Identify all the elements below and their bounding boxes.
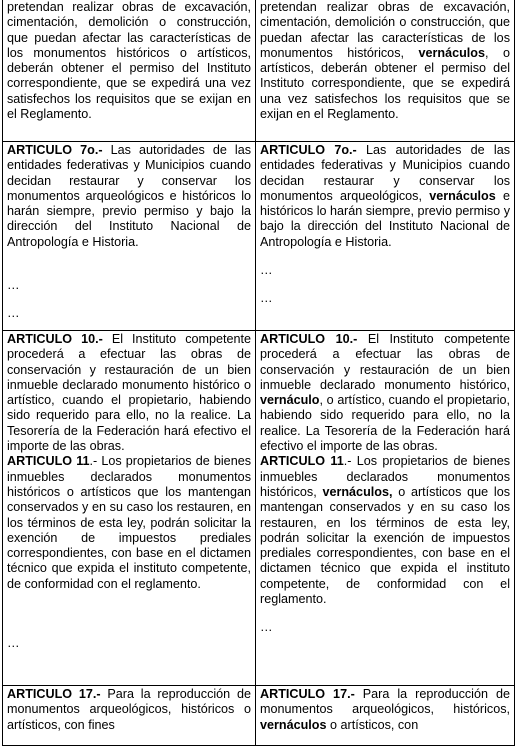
text-run: Para la reproducción de monumentos arqueológicos, históricos o artísticos, con fines (7, 687, 251, 732)
ellipsis: … (260, 620, 273, 635)
text-run: El Instituto competente procederá a efectuar las obras de conservación y restauración de un bien inmueble declarado monumento histórico, (260, 332, 510, 392)
right-cell (256, 331, 515, 686)
left-cell (3, 686, 256, 746)
bold-text-run: vernáculos, (322, 484, 393, 499)
ellipsis: … (7, 636, 20, 651)
text-run: .- Los propietarios de bienes inmuebles declarados monumentos históricos o artísticos que los mantengan conservados y en su caso los restauren, en los términos de esta ley, podrán solicitar la exención de impuestos prediales correspondientes, con base en el dictamen técnico que expida el instituto competente, de conformidad con el reglamento. (7, 454, 251, 591)
bold-text-run: vernáculos (260, 717, 327, 732)
bold-text-run: vernáculo (260, 393, 320, 408)
right-cell (256, 686, 515, 746)
article-paragraph (7, 332, 251, 454)
bold-text-run: ARTICULO 17.- (7, 687, 101, 701)
left-cell (3, 0, 256, 142)
article-paragraph (260, 687, 510, 733)
text-run: e históricos lo harán siempre, previo permiso y bajo la dirección del Instituto Nacional de Antropología e Historia. (260, 188, 510, 249)
bold-text-run: vernáculos (418, 45, 485, 60)
text-run: , o artísticos, deberán obtener el permiso del Instituto correspondiente, que se expedirá una vez satisfechos los requisitos que se exijan en el Reglamento. (260, 45, 510, 122)
text-run: pretendan realizar obras de excavación, cimentación, demolición o construcción, que puedan afectar las características de los monumentos históricos, (260, 0, 510, 60)
ellipsis: … (260, 291, 273, 306)
text-run: , o artístico, cuando el propietario, habiendo sido requerido para ello, no la realice. La Tesorería de la Federación hará efectivo el importe de las obras. (260, 393, 510, 454)
article-paragraph (260, 0, 510, 122)
text-run: o artísticos, con (326, 717, 419, 732)
right-cell (256, 0, 515, 142)
bold-text-run: ARTICULO 10.- (260, 332, 358, 346)
text-run: .- Los propietarios de bienes inmuebles declarados monumentos históricos, (260, 454, 510, 499)
bold-text-run: ARTICULO 17.- (260, 687, 355, 701)
bold-text-run: ARTICULO 7o.- (260, 143, 357, 157)
article-paragraph (7, 454, 251, 592)
article-paragraph (260, 143, 510, 250)
table-row (3, 686, 515, 746)
ellipsis: … (7, 306, 20, 321)
bold-text-run: ARTICULO 11 (7, 454, 90, 469)
bold-text-run: ARTICULO 11 (260, 454, 344, 469)
table-row (3, 142, 515, 331)
comparison-table (2, 0, 515, 746)
table-row (3, 331, 515, 686)
ellipsis: … (260, 263, 273, 278)
right-cell (256, 142, 515, 331)
text-run: Para la reproducción de monumentos arqueológicos, históricos, (260, 687, 510, 717)
bold-text-run: vernáculos (429, 188, 496, 203)
table-row (3, 0, 515, 142)
article-paragraph (260, 454, 510, 607)
text-run: o artísticos que los mantengan conservados y en su caso los restauren, en los términos de esta ley, podrán solicitar la exención de impuestos prediales correspondientes, con base en el dictamen técnico que expida el instituto competente, de conformidad con el reglamento. (260, 484, 510, 607)
article-paragraph (7, 143, 251, 250)
left-cell (3, 142, 256, 331)
ellipsis: … (7, 278, 20, 293)
text-run: Las autoridades de las entidades federativas y Municipios cuando decidan restaurar y conservar los monumentos arqueológicos, (260, 143, 510, 203)
article-paragraph (7, 0, 251, 122)
text-run: pretendan realizar obras de excavación, cimentación, demolición o construcción, que puedan afectar las características de los monumentos históricos o artísticos, deberán obtener el permiso del Instituto correspondiente, que se expedirá una vez satisfechos los requisitos que se exijan en el Reglamento. (7, 0, 251, 122)
text-run: Las autoridades de las entidades federativas y Municipios cuando decidan restaurar y conservar los monumentos arqueológicos e históricos lo harán siempre, previo permiso y bajo la dirección del Instituto Nacional de Antropología e Historia. (7, 143, 251, 249)
article-paragraph (260, 332, 510, 454)
text-run: El Instituto competente procederá a efectuar las obras de conservación y restauración de un bien inmueble declarado monumento histórico o artístico, cuando el propietario, habiendo sido requerido para ello, no la realice. La Tesorería de la Federación hará efectivo el importe de las obras. (7, 332, 251, 454)
left-cell (3, 331, 256, 686)
article-paragraph (7, 687, 251, 733)
bold-text-run: ARTICULO 10.- (7, 332, 103, 346)
bold-text-run: ARTICULO 7o.- (7, 143, 103, 157)
